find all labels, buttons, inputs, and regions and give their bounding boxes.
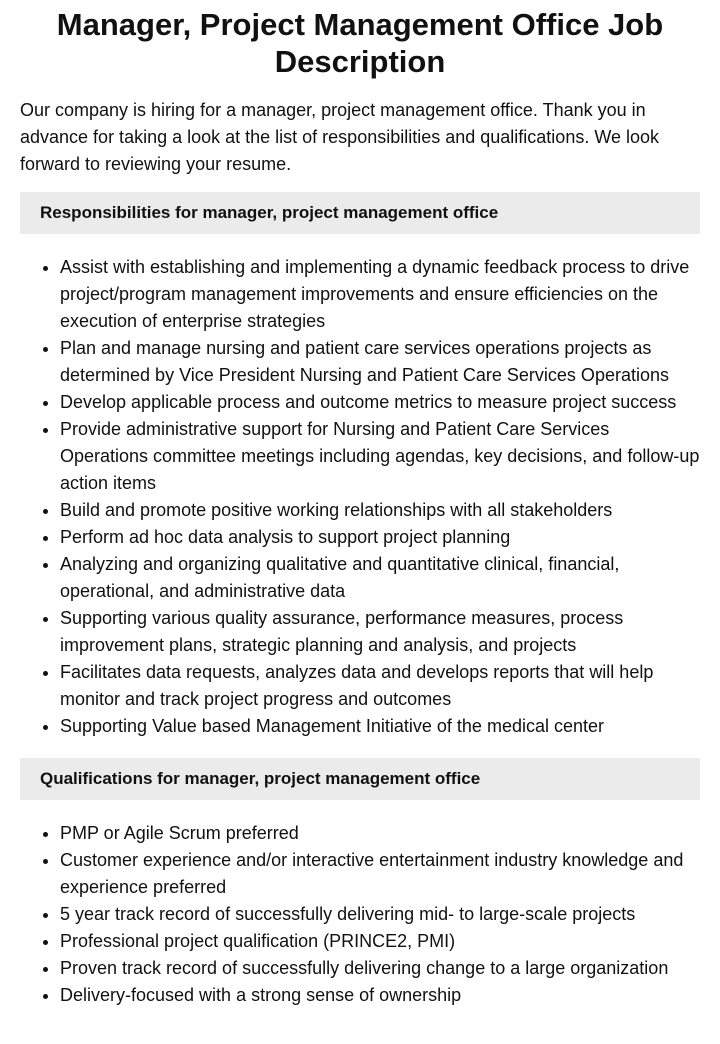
list-item: • 5 year track record of successfully delivering mid- to large-scale projects <box>60 901 700 928</box>
list-item: • Provide administrative support for Nursing and Patient Care Services Operations committee meetings including agendas, key decisions, and follow-up action items <box>60 416 700 497</box>
list-item: • Proven track record of successfully delivering change to a large organization <box>60 955 700 982</box>
list-item: • Perform ad hoc data analysis to support project planning <box>60 524 700 551</box>
list-item: • Facilitates data requests, analyzes data and develops reports that will help monitor and track project progress and outcomes <box>60 659 700 713</box>
list-item: • Supporting various quality assurance, performance measures, process improvement plans, strategic planning and analysis, and projects <box>60 605 700 659</box>
list-item: • PMP or Agile Scrum preferred <box>60 820 700 847</box>
qualifications-list <box>20 820 700 1009</box>
responsibilities-list <box>20 254 700 740</box>
job-description <box>0 6 720 1009</box>
list-item: • Delivery-focused with a strong sense of ownership <box>60 982 700 1009</box>
list-item: • Build and promote positive working relationships with all stakeholders <box>60 497 700 524</box>
list-item: • Assist with establishing and implementing a dynamic feedback process to drive project/program management improvements and ensure efficiencies on the execution of enterprise strategies <box>60 254 700 335</box>
list-item: • Analyzing and organizing qualitative and quantitative clinical, financial, operational, and administrative data <box>60 551 700 605</box>
list-item: • Develop applicable process and outcome metrics to measure project success <box>60 389 700 416</box>
list-item: • Professional project qualification (PRINCE2, PMI) <box>60 928 700 955</box>
page-title: Manager, Project Management Office Job Description <box>56 7 664 79</box>
qualifications-heading: Qualifications for manager, project management office <box>20 758 700 800</box>
list-item: • Supporting Value based Management Initiative of the medical center <box>60 713 700 740</box>
intro-text: Our company is hiring for a manager, project management office. Thank you in advance for taking a look at the list of responsibilities and qualifications. We look forward to reviewing your resume. <box>20 100 660 174</box>
list-item: • Plan and manage nursing and patient care services operations projects as determined by Vice President Nursing and Patient Care Services Operations <box>60 335 700 389</box>
list-item: • Customer experience and/or interactive entertainment industry knowledge and experience preferred <box>60 847 700 901</box>
responsibilities-heading: Responsibilities for manager, project management office <box>20 192 700 234</box>
